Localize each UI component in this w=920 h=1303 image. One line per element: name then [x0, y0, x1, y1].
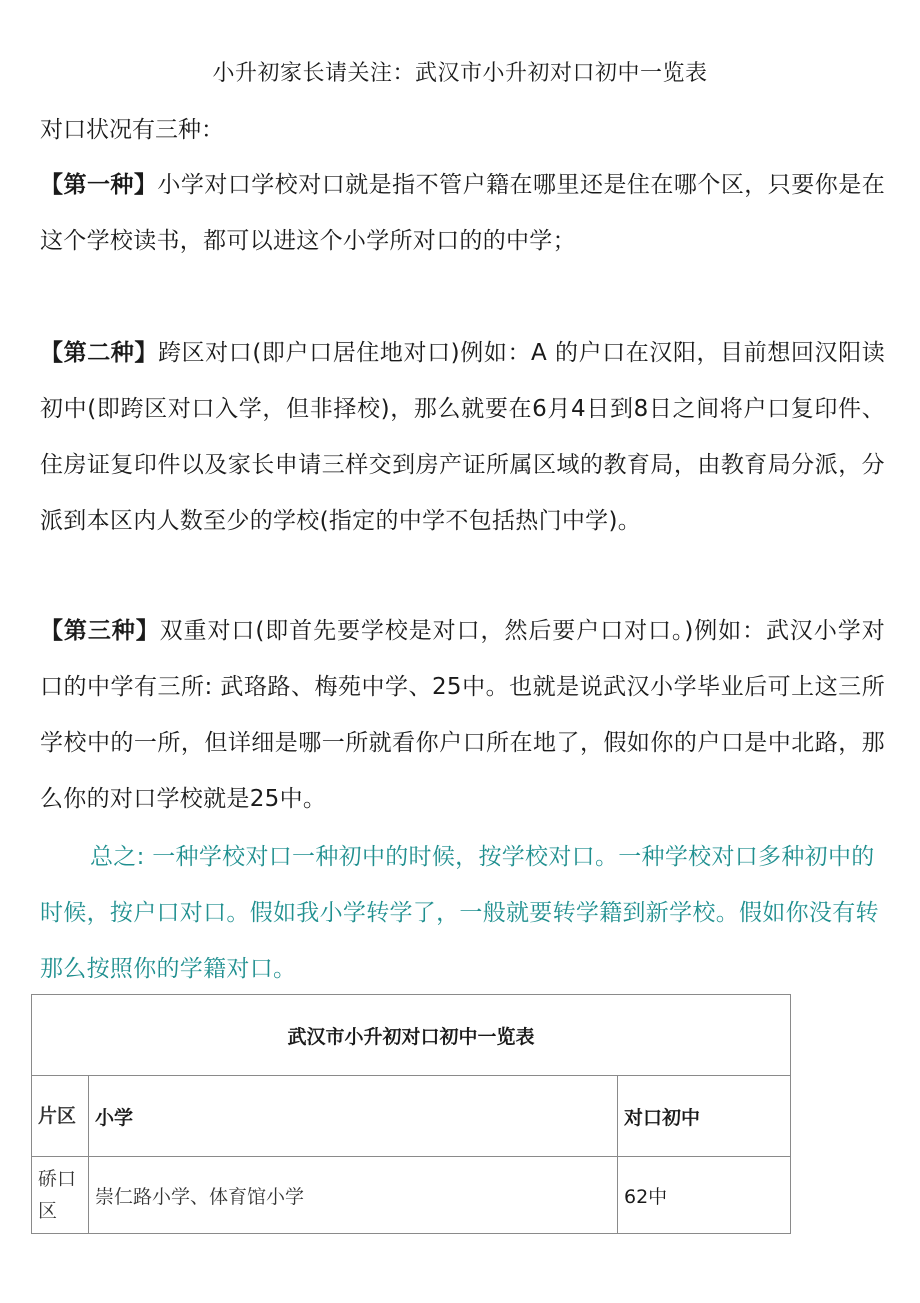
header-primary-school: 小学 [89, 1076, 618, 1157]
page-title: 小升初家长请关注：武汉市小升初对口初中一览表 [212, 61, 708, 86]
type-tag: 【第一种】 [40, 172, 158, 198]
type-text: 跨区对口(即户口居住地对口)例如：A 的户口在汉阳，目前想回汉阳读初中(即跨区对口入学，但非择校)，那么就要在6月4日到8日之间将户口复印件、住房证复印件以及家长申请三样交到房产证所属区域的教育局，由教育局分派，分派到本区内人数至少的学校(指定的中学不包括热门中学)。 [40, 340, 885, 534]
table-row [32, 1157, 791, 1234]
type-text: 小学对口学校对口就是指不管户籍在哪里还是住在哪个区，只要你是在这个学校读书，都可以进这个小学所对口的的中学； [40, 172, 885, 254]
cell-junior-school: 62中 [618, 1157, 791, 1234]
intro-line: 对口状况有三种： [40, 117, 224, 143]
cell-primary-schools: 崇仁路小学、体育馆小学 [89, 1157, 618, 1234]
paragraph-type-3 [40, 603, 885, 827]
summary-paragraph: 总之: 一种学校对口一种初中的时候，按学校对口。一种学校对口多种初中的时候，按户口对口。假如我小学转学了，一般就要转学籍到新学校。假如你没有转 那么按照你的学籍对口。 [40, 844, 879, 982]
table-title: 武汉市小升初对口初中一览表 [32, 995, 791, 1076]
school-table [31, 994, 791, 1234]
type-text: 双重对口(即首先要学校是对口，然后要户口对口。)例如：武汉小学对口的中学有三所: 武珞路、梅苑中学、25中。也就是说武汉小学毕业后可上这三所学校中的一所，但详细是哪一所就看你户口所在地了，假如你的户口是中北路，那么你的对口学校就是25中。 [40, 618, 886, 812]
paragraph-type-1 [40, 157, 885, 269]
header-junior-school: 对口初中 [618, 1076, 791, 1157]
cell-district: 硚口区 [32, 1157, 89, 1234]
type-tag: 【第三种】 [40, 618, 160, 644]
type-tag: 【第二种】 [40, 340, 158, 366]
paragraph-type-2 [40, 325, 885, 549]
header-district: 片区 [32, 1076, 89, 1157]
table-header-row [32, 1076, 791, 1157]
